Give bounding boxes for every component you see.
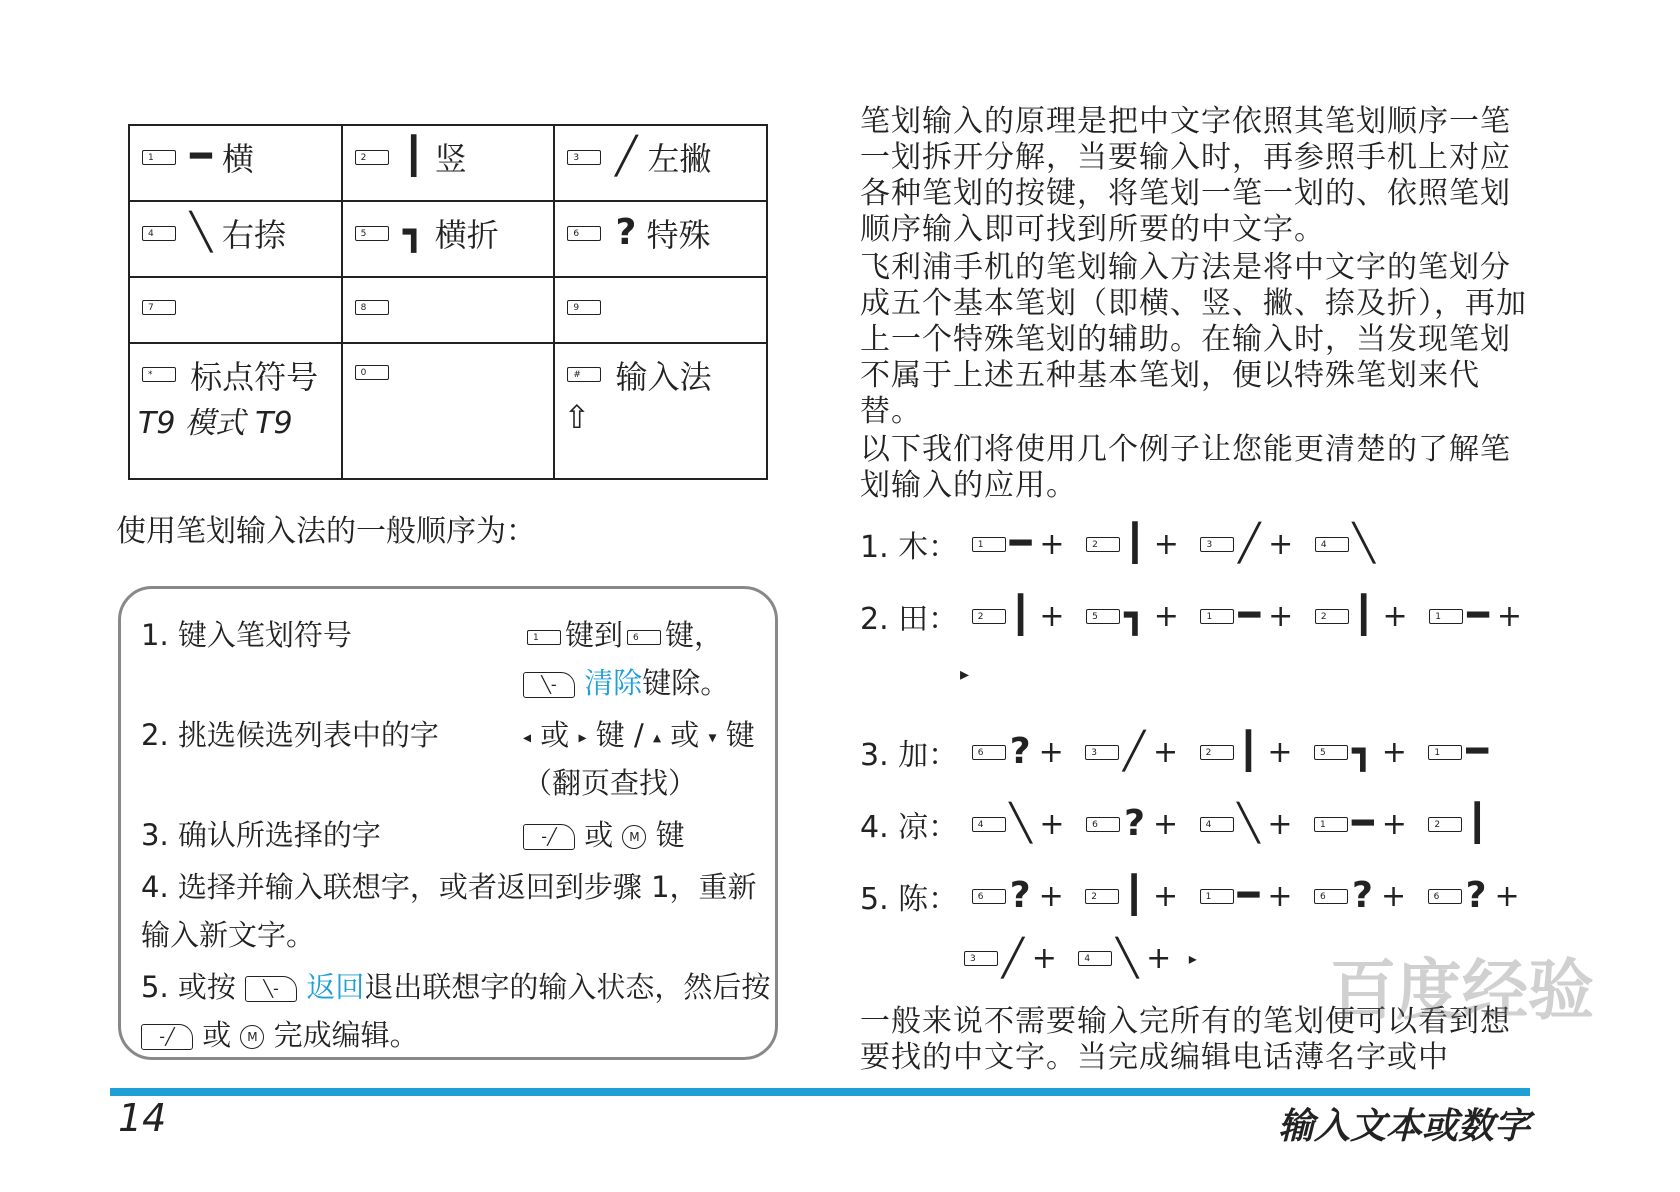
key-5-icon: 5 — [1314, 745, 1348, 760]
key-6-icon: 6 — [1086, 817, 1120, 832]
key-cell-6 — [554, 201, 767, 277]
key-1-icon: 1 — [1200, 609, 1234, 624]
key-cell-1 — [129, 125, 342, 201]
key-cell-4 — [129, 201, 342, 277]
key-cell-8 — [342, 277, 555, 342]
plus-icon: + — [1153, 598, 1179, 634]
key-label: 输入法 — [615, 357, 712, 396]
example-3 — [860, 730, 1488, 774]
stroke-na-icon: ╲ — [1116, 937, 1139, 979]
paragraph-method: 飞利浦手机的笔划输入方法是将中文字的笔划分成五个基本笔划（即横、竖、撇、捺及折），再加上一个特殊笔划的辅助。在输入时，当发现笔划不属于上述五种基本笔划，便以特殊笔划来代替。 — [860, 250, 1527, 429]
plus-icon: + — [1268, 598, 1294, 634]
stroke-shu-icon: ┃ — [402, 136, 425, 177]
key-6-icon: 6 — [1314, 889, 1348, 904]
stroke-special-icon: ? — [1465, 875, 1487, 916]
key-2-icon: 2 — [1315, 609, 1349, 624]
key-6-icon: 6 — [972, 889, 1006, 904]
step-text: 退出联想字的输入状态，然后按 — [364, 970, 771, 1004]
key-2-icon: 2 — [972, 609, 1006, 624]
ok-key-icon: M — [622, 825, 646, 849]
paragraph-principle: 笔划输入的原理是把中文字依照其笔划顺序一笔一划拆开分解，当要输入时，再参照手机上对应各种笔划的按键，将笔划一笔一划的、依照笔划顺序输入即可找到所要的中文字。 — [860, 104, 1511, 247]
stroke-shu-icon: ┃ — [1123, 875, 1145, 916]
key-2-icon: 2 — [1200, 745, 1234, 760]
step-text: 键到 — [565, 618, 624, 652]
stroke-special-icon: ? — [1009, 875, 1031, 916]
step-text: 完成编辑。 — [273, 1018, 419, 1052]
ok-key-icon: M — [240, 1025, 264, 1049]
key-2-icon: 2 — [1085, 889, 1119, 904]
procedure-intro: 使用笔划输入法的一般顺序为： — [116, 514, 536, 549]
key-3-icon: 3 — [1200, 537, 1234, 552]
key-1-icon: 1 — [1314, 817, 1348, 832]
step-4: 4. 选择并输入联想字，或者返回到步骤 1，重新 — [141, 870, 757, 904]
key-cell-star — [129, 343, 342, 479]
step-1-clear — [523, 661, 729, 702]
key-label: 左撇 — [647, 140, 712, 178]
key-4-icon: 4 — [972, 817, 1006, 832]
stroke-shu-icon: ┃ — [1466, 803, 1489, 844]
step-5 — [141, 965, 770, 1006]
stroke-na-icon: ╲ — [1237, 803, 1260, 844]
step-1-keys — [523, 613, 723, 654]
plus-icon: + — [1152, 806, 1179, 842]
step-text: 或 — [540, 718, 570, 752]
plus-icon: + — [1031, 941, 1057, 976]
key-6-icon: 6 — [972, 745, 1006, 760]
step-3: 3. 确认所选择的字 — [141, 818, 381, 852]
example-4 — [860, 802, 1488, 846]
stroke-pie-icon: ╱ — [615, 136, 638, 177]
key-label: 横折 — [434, 216, 499, 255]
right-softkey-icon: ╲- — [523, 672, 575, 698]
example-1 — [860, 522, 1375, 566]
t9-logo-icon: T9 — [255, 405, 293, 441]
stroke-shu-icon: ┃ — [1124, 523, 1146, 564]
stroke-heng-icon: ━ — [1237, 875, 1260, 916]
stroke-na-icon: ╲ — [1009, 803, 1032, 844]
key-4-icon: 4 — [1315, 537, 1349, 552]
stroke-heng-icon: ━ — [1009, 523, 1032, 564]
step-2: 2. 挑选候选列表中的字 — [141, 718, 439, 752]
key-4-icon: 4 — [142, 226, 176, 241]
key-3-icon: 3 — [1085, 745, 1119, 760]
plus-icon: + — [1152, 878, 1179, 914]
key-1-icon: 1 — [1200, 889, 1234, 904]
example-5-cont — [960, 937, 1197, 979]
key-hash-icon: # — [567, 367, 601, 382]
left-softkey-icon: -╱ — [141, 1024, 193, 1050]
key-cell-hash — [554, 343, 767, 479]
key-4-icon: 4 — [1078, 951, 1112, 966]
section-title: 输入文本或数字 — [1277, 1106, 1530, 1147]
example-label: 5. 陈： — [860, 882, 959, 917]
key-cell-9 — [554, 277, 767, 342]
plus-icon: + — [1146, 941, 1172, 976]
key-5-icon: 5 — [355, 226, 389, 241]
stroke-zhe-icon: ┓ — [402, 212, 425, 254]
plus-icon: + — [1381, 734, 1407, 770]
stroke-heng-icon: ━ — [190, 136, 212, 177]
step-text: 或 — [670, 718, 700, 752]
key-8-icon: 8 — [355, 300, 389, 315]
plus-icon: + — [1038, 734, 1064, 770]
plus-icon: + — [1039, 806, 1065, 842]
example-5 — [860, 874, 1528, 918]
plus-icon: + — [1267, 806, 1293, 842]
paragraph-examples-intro: 以下我们将使用几个例子让您能更清楚的了解笔划输入的应用。 — [860, 432, 1511, 503]
stroke-key-table — [128, 124, 768, 480]
step-2-keys: ◂ 或 ▸ 键 / ▴ 或 ▾ 键 — [523, 718, 755, 752]
stroke-zhe-icon: ┓ — [1352, 731, 1374, 772]
example-label: 3. 加： — [860, 738, 959, 773]
stroke-heng-icon: ━ — [1466, 731, 1489, 772]
key-1-icon: 1 — [1428, 745, 1462, 760]
example-label: 4. 凉： — [860, 810, 959, 845]
left-softkey-icon: -╱ — [523, 824, 575, 850]
key-1-icon: 1 — [527, 630, 561, 645]
key-6-icon: 6 — [567, 226, 601, 241]
example-2 — [860, 594, 1530, 638]
key-label: 竖 — [434, 140, 467, 178]
stroke-special-icon: ? — [1009, 731, 1031, 772]
right-softkey-icon: ╲- — [245, 976, 297, 1002]
step-text: 键 — [725, 718, 755, 752]
stroke-heng-icon: ━ — [1467, 595, 1489, 636]
key-6-icon: 6 — [1428, 889, 1462, 904]
example-label: 1. 木： — [860, 530, 959, 565]
key-label: 标点符号 — [190, 357, 319, 396]
step-text: 或 — [584, 818, 614, 852]
plus-icon: + — [1039, 526, 1065, 562]
nav-down-icon: ▾ — [708, 727, 717, 747]
plus-icon: + — [1267, 878, 1293, 914]
key-cell-2 — [342, 125, 555, 201]
key-4-icon: 4 — [1200, 817, 1234, 832]
nav-up-icon: ▴ — [652, 727, 661, 747]
step-text: 5. 或按 — [141, 970, 236, 1004]
key-0-icon: 0 — [355, 365, 389, 380]
plus-icon: + — [1039, 598, 1065, 634]
stroke-pie-icon: ╱ — [1238, 523, 1261, 564]
plus-icon: + — [1267, 734, 1293, 770]
nav-right-icon: ▸ — [1188, 949, 1197, 968]
plus-icon: + — [1381, 806, 1407, 842]
stroke-na-icon: ╲ — [1352, 523, 1375, 564]
stroke-zhe-icon: ┓ — [1124, 595, 1146, 636]
clear-label: 清除 — [584, 666, 643, 700]
stroke-special-icon: ? — [615, 212, 637, 254]
plus-icon: + — [1153, 526, 1179, 562]
plus-icon: + — [1152, 734, 1179, 770]
key-9-icon: 9 — [567, 300, 601, 315]
nav-right-icon: ▸ — [960, 664, 970, 685]
t9-mode-label: T9 模式 — [138, 405, 245, 441]
key-1-icon: 1 — [1429, 609, 1463, 624]
stroke-special-icon: ? — [1352, 875, 1373, 916]
key-cell-5 — [342, 201, 555, 277]
page-number: 14 — [118, 1096, 167, 1140]
key-3-icon: 3 — [964, 951, 998, 966]
watermark-logo: 百度经验 — [1330, 952, 1594, 1029]
step-text: 键 — [655, 818, 685, 852]
key-star-icon: * — [142, 367, 176, 382]
paragraph-summary: 一般来说不需要输入完所有的笔划便可以看到想要找的中文字。当完成编辑电话薄名字或中 — [860, 1004, 1511, 1075]
back-label: 返回 — [306, 970, 365, 1004]
footer-rule — [110, 1088, 1530, 1096]
key-label: 特殊 — [646, 216, 711, 255]
key-2-icon: 2 — [355, 150, 389, 165]
step-text: 键， — [665, 618, 724, 652]
plus-icon: + — [1494, 878, 1520, 914]
key-6-icon: 6 — [627, 630, 661, 645]
key-cell-3 — [554, 125, 767, 201]
key-2-icon: 2 — [1428, 817, 1462, 832]
key-7-icon: 7 — [142, 300, 176, 315]
key-cell-7 — [129, 277, 342, 342]
step-1: 1. 键入笔划符号 — [141, 618, 352, 652]
key-label: 右捺 — [222, 216, 287, 255]
stroke-pie-icon: ╱ — [1002, 937, 1024, 979]
plus-icon: + — [1038, 878, 1064, 914]
stroke-shu-icon: ┃ — [1237, 731, 1260, 772]
step-5b — [141, 1013, 419, 1054]
stroke-shu-icon: ┃ — [1009, 595, 1032, 636]
key-2-icon: 2 — [1086, 537, 1120, 552]
key-5-icon: 5 — [1086, 609, 1120, 624]
stroke-special-icon: ? — [1124, 803, 1145, 844]
plus-icon: + — [1382, 598, 1408, 634]
step-text: 键除。 — [642, 666, 730, 700]
key-1-icon: 1 — [142, 150, 176, 165]
shift-arrow-icon: ⇧ — [563, 397, 591, 436]
step-text: 键 — [595, 718, 625, 752]
stroke-shu-icon: ┃ — [1352, 595, 1375, 636]
plus-icon: + — [1496, 598, 1523, 634]
stroke-heng-icon: ━ — [1238, 595, 1261, 636]
key-label: 横 — [222, 140, 255, 178]
nav-right-icon: ▸ — [578, 727, 587, 747]
stroke-na-icon: ╲ — [190, 212, 212, 254]
stroke-pie-icon: ╱ — [1123, 731, 1145, 772]
example-label: 2. 田： — [860, 602, 959, 637]
procedure-box — [118, 586, 778, 1060]
step-text: 或 — [202, 1018, 232, 1052]
key-3-icon: 3 — [567, 150, 601, 165]
step-3-keys — [523, 813, 685, 854]
step-4b: 输入新文字。 — [141, 918, 316, 952]
key-1-icon: 1 — [972, 537, 1006, 552]
nav-left-icon: ◂ — [523, 727, 532, 747]
plus-icon: + — [1380, 878, 1407, 914]
key-cell-0 — [342, 343, 555, 479]
step-2-page: （翻页查找） — [523, 766, 698, 800]
plus-icon: + — [1268, 526, 1294, 562]
stroke-heng-icon: ━ — [1352, 803, 1374, 844]
